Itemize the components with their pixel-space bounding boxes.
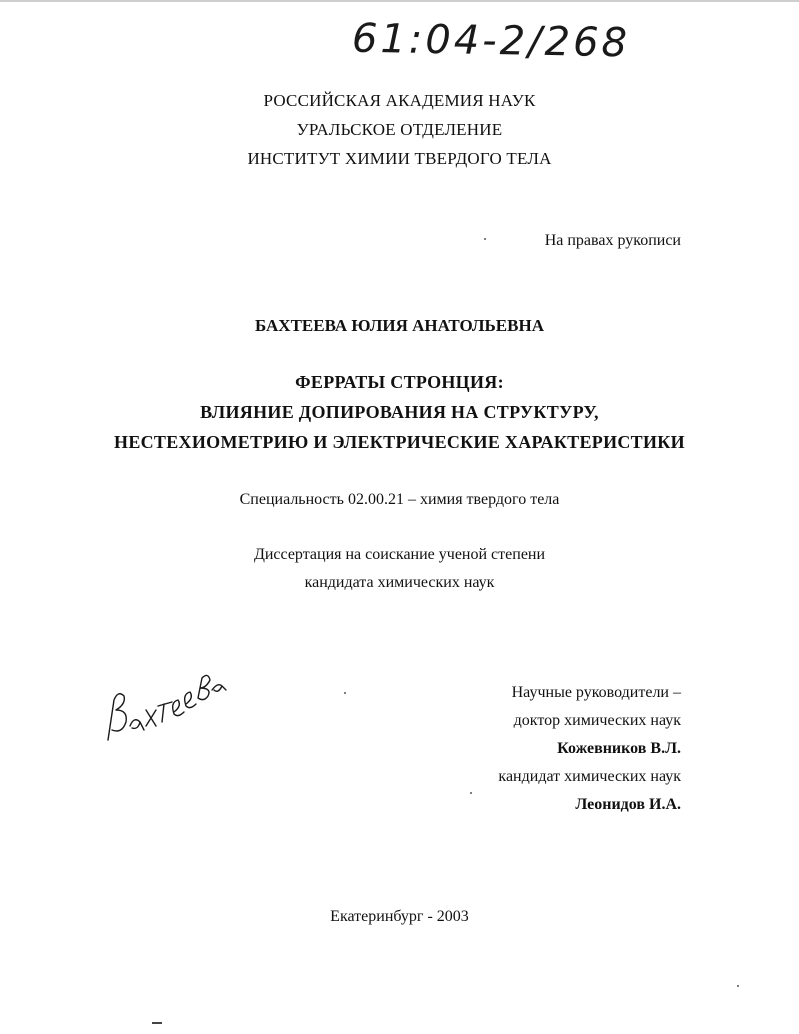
scan-speck	[470, 792, 472, 794]
advisor-2-degree: кандидат химических наук	[498, 768, 681, 785]
advisors-heading: Научные руководители –	[511, 684, 681, 701]
dissertation-line-1: Диссертация на соискание ученой степени	[253, 546, 546, 563]
header-branch: УРАЛЬСКОЕ ОТДЕЛЕНИЕ	[296, 120, 503, 139]
handwritten-signature	[100, 660, 230, 750]
advisor-1-name: Кожевников В.Л.	[557, 740, 681, 757]
title-line-3: НЕСТЕХИОМЕТРИЮ И ЭЛЕКТРИЧЕСКИЕ ХАРАКТЕРИСТИКИ	[114, 432, 685, 452]
header-institute: ИНСТИТУТ ХИМИИ ТВЕРДОГО ТЕЛА	[247, 149, 552, 168]
dissertation-line-2: кандидата химических наук	[304, 574, 495, 591]
handwritten-catalog-code: 61:04-2/268	[351, 15, 631, 67]
scan-speck	[344, 692, 346, 694]
scan-bottom-mark	[152, 1022, 162, 1024]
advisor-1-degree: доктор химических наук	[513, 712, 681, 729]
author-name: БАХТЕЕВА ЮЛИЯ АНАТОЛЬЕВНА	[255, 316, 544, 335]
rights-note: На правах рукописи	[544, 232, 681, 249]
title-line-2: ВЛИЯНИЕ ДОПИРОВАНИЯ НА СТРУКТУРУ,	[200, 402, 599, 422]
title-line-1: ФЕРРАТЫ СТРОНЦИЯ:	[295, 372, 504, 392]
specialty: Специальность 02.00.21 – химия твердого тела	[239, 491, 560, 508]
scan-speck	[737, 985, 739, 987]
header-academy: РОССИЙСКАЯ АКАДЕМИЯ НАУК	[263, 91, 536, 110]
scan-top-edge	[0, 0, 799, 2]
advisor-2-name: Леонидов И.А.	[575, 796, 681, 813]
scan-speck	[484, 238, 486, 240]
city-year: Екатеринбург - 2003	[330, 908, 469, 925]
